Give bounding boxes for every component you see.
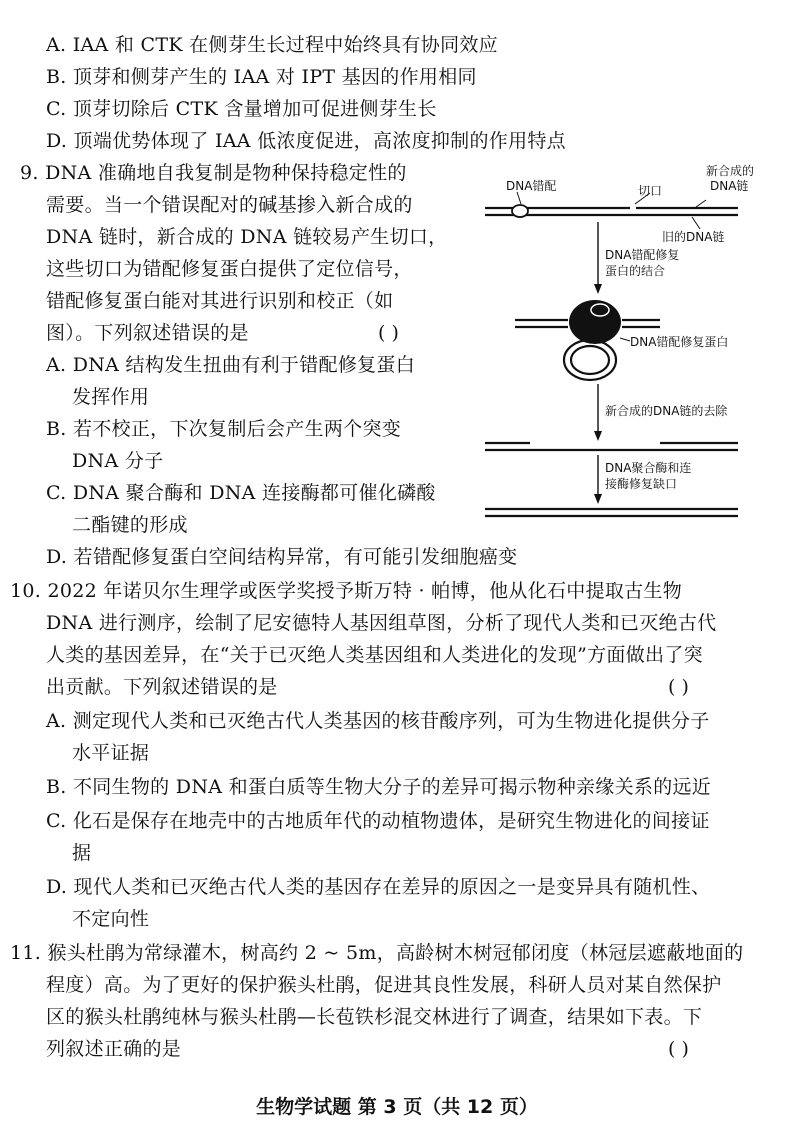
q9-stem-line-2: 需要。当一个错误配对的碱基掺入新合成的	[46, 194, 413, 216]
q11-stem-line-1: 11. 猴头杜鹃为常绿灌木，树高约 2 ~ 5m，高龄树木树冠郁闭度（林冠层遮蔽地面的	[10, 942, 744, 964]
arrow-down-icon	[594, 431, 602, 441]
q8-option-c: C. 顶芽切除后 CTK 含量增加可促进侧芽生长	[46, 98, 437, 120]
q9-option-d: D. 若错配修复蛋白空间结构异常，有可能引发细胞癌变	[46, 546, 518, 568]
label-step1-line1: DNA错配修复	[605, 248, 680, 262]
q9-answer-paren: ( )	[378, 322, 399, 344]
q10-stem-line-1: 10. 2022 年诺贝尔生理学或医学奖授予斯万特 · 帕博，他从化石中提取古生物	[10, 580, 683, 602]
dna-duplex-gapped	[485, 443, 738, 450]
arrow-down-icon	[594, 284, 602, 294]
q10-option-d: D. 现代人类和已灭绝古代人类的基因存在差异的原因之一是变异具有随机性、	[46, 876, 711, 898]
q11-stem-line-3: 区的猴头杜鹃纯林与猴头杜鹃—长苞铁杉混交林进行了调查，结果如下表。下	[46, 1006, 703, 1028]
q10-option-c-cont: 据	[72, 842, 92, 864]
q10-stem-line-3: 人类的基因差异，在“关于已灭绝人类基因组和人类进化的发现”方面做出了突	[46, 644, 703, 666]
q9-stem-line-1: 9. DNA 准确地自我复制是物种保持稳定性的	[20, 162, 407, 184]
label-step3-line2: 接酶修复缺口	[605, 477, 678, 491]
q9-option-a: A. DNA 结构发生扭曲有利于错配修复蛋白	[46, 354, 416, 376]
q9-stem-line-4: 这些切口为错配修复蛋白提供了定位信号，	[46, 258, 413, 280]
page-footer: 生物学试题 第 3 页（共 12 页）	[256, 1096, 538, 1118]
label-nick: 切口	[638, 184, 663, 198]
dna-mismatch-repair-diagram	[470, 160, 770, 530]
label-old-strand: 旧的DNA链	[662, 230, 725, 244]
q11-stem-line-4: 列叙述正确的是	[46, 1038, 182, 1060]
q10-stem-line-2: DNA 进行测序，绘制了尼安德特人基因组草图，分析了现代人类和已灭绝古代	[46, 612, 717, 634]
q9-option-c-cont: 二酯键的形成	[72, 514, 188, 536]
label-repair-protein: DNA错配修复蛋白	[630, 335, 729, 349]
label-step2: 新合成的DNA链的去除	[605, 404, 728, 418]
q8-option-b: B. 顶芽和侧芽产生的 IAA 对 IPT 基因的作用相同	[46, 66, 477, 88]
dna-duplex-mismatch	[485, 205, 738, 217]
q10-option-d-cont: 不定向性	[72, 908, 150, 930]
q9-option-c: C. DNA 聚合酶和 DNA 连接酶都可催化磷酸	[46, 482, 436, 504]
label-mismatch: DNA错配	[506, 179, 557, 193]
q10-option-a: A. 测定现代人类和已灭绝古代人类基因的核苷酸序列，可为生物进化提供分子	[46, 710, 710, 732]
dna-duplex-repaired	[485, 509, 738, 516]
q10-option-b: B. 不同生物的 DNA 和蛋白质等生物大分子的差异可揭示物种亲缘关系的远近	[46, 776, 712, 798]
q10-stem-line-4: 出贡献。下列叙述错误的是	[46, 676, 278, 698]
q11-stem-line-2: 程度）高。为了更好的保护猴头杜鹃，促进其良性发展，科研人员对某自然保护	[46, 974, 722, 996]
q10-option-a-cont: 水平证据	[72, 742, 150, 764]
q10-answer-paren: ( )	[668, 676, 689, 698]
q9-option-b-cont: DNA 分子	[72, 450, 164, 472]
q9-stem-line-5: 错配修复蛋白能对其进行识别和校正（如	[46, 290, 394, 312]
q8-option-a: A. IAA 和 CTK 在侧芽生长过程中始终具有协同效应	[46, 34, 498, 56]
q8-option-d: D. 顶端优势体现了 IAA 低浓度促进，高浓度抑制的作用特点	[46, 130, 566, 152]
q11-answer-paren: ( )	[668, 1038, 689, 1060]
q9-option-b: B. 若不校正，下次复制后会产生两个突变	[46, 418, 402, 440]
q9-stem-line-3: DNA 链时，新合成的 DNA 链较易产生切口，	[46, 226, 448, 248]
q9-option-a-cont: 发挥作用	[72, 386, 150, 408]
arrow-down-icon	[594, 494, 602, 504]
label-step1-line2: 蛋白的结合	[605, 264, 666, 278]
q10-option-c: C. 化石是保存在地壳中的古地质年代的动植物遗体，是研究生物进化的间接证	[46, 810, 710, 832]
label-step3-line1: DNA聚合酶和连	[605, 461, 692, 475]
label-new-strand-1: 新合成的	[706, 164, 755, 178]
label-new-strand-2: DNA链	[710, 179, 749, 193]
q9-stem-line-6: 图）。下列叙述错误的是	[46, 322, 249, 344]
